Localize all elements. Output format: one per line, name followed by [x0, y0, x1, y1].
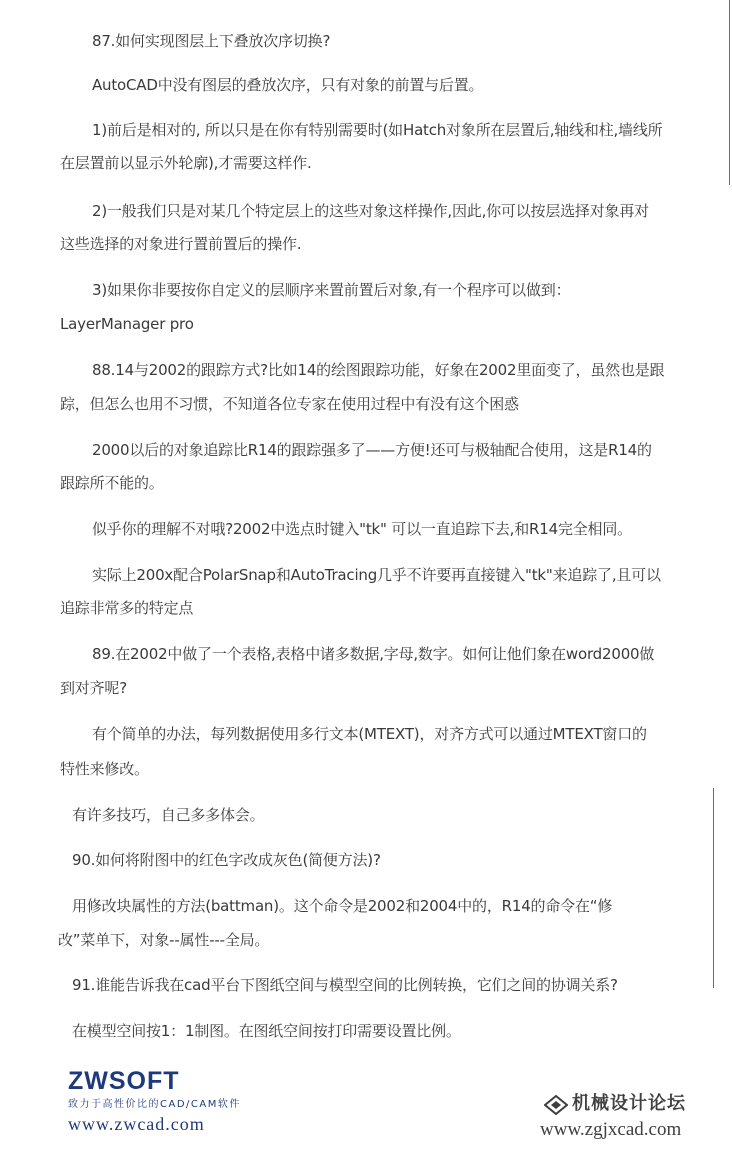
forum-watermark-url: www.zgjxcad.com: [540, 1119, 682, 1140]
q89-title: 89.在2002中做了一个表格,表格中诸多数据,字母,数字。如何让他们象在word2000做: [92, 645, 655, 663]
right-margin-rule-bottom: [713, 788, 714, 988]
paragraph-line: 跟踪所不能的。: [60, 474, 164, 492]
paragraph-line: 这些选择的对象进行置前置后的操作.: [60, 235, 302, 253]
forum-watermark-title: 机械设计论坛: [572, 1093, 686, 1114]
paragraph-line: 到对齐呢?: [60, 679, 127, 697]
paragraph-line: 有个简单的办法，每列数据使用多行文本(MTEXT)，对齐方式可以通过MTEXT窗口的: [92, 725, 647, 743]
q88-title: 88.14与2002的跟踪方式?比如14的绘图跟踪功能，好象在2002里面变了，虽然也是跟: [92, 361, 665, 379]
paragraph-line: LayerManager pro: [60, 315, 194, 333]
paragraph-line: 1)前后是相对的, 所以只是在你有特别需要时(如Hatch对象所在层置后,轴线和柱,墙线所: [92, 121, 663, 139]
zwsoft-tagline: 致力于高性价比的CAD/CAM软件: [68, 1099, 241, 1110]
paragraph-line: 3)如果你非要按你自定义的层顺序来置前置后对象,有一个程序可以做到：: [92, 281, 571, 299]
zwsoft-logo: ZWSOFT: [68, 1067, 180, 1095]
paragraph-line: 在模型空间按1：1制图。在图纸空间按打印需要设置比例。: [72, 1022, 461, 1040]
paragraph-line: 2000以后的对象追踪比R14的跟踪强多了——方便!还可与极轴配合使用，这是R14的: [92, 441, 652, 459]
paragraph-line: 追踪非常多的特定点: [60, 599, 194, 617]
paragraph-line: 特性来修改。: [60, 760, 149, 778]
paragraph-line: 实际上200x配合PolarSnap和AutoTracing几乎不许要再直接键入"tk"来追踪了,且可以: [92, 566, 661, 584]
paragraph-line: 改”菜单下，对象--属性---全局。: [58, 931, 270, 949]
paragraph-line: 踪，但怎么也用不习惯，不知道各位专家在使用过程中有没有这个困惑: [60, 395, 519, 413]
paragraph-line: 在层置前以显示外轮廓),才需要这样作.: [60, 154, 312, 172]
q91-title: 91.谁能告诉我在cad平台下图纸空间与模型空间的比例转换，它们之间的协调关系?: [72, 976, 618, 994]
paragraph-line: 用修改块属性的方法(battman)。这个命令是2002和2004中的，R14的命令在“修: [72, 897, 613, 915]
right-margin-rule-top: [729, 0, 730, 185]
paragraph-line: 似乎你的理解不对哦?2002中选点时键入"tk" 可以一直追踪下去,和R14完全相同。: [92, 520, 632, 538]
paragraph-line: 有许多技巧，自己多多体会。: [72, 806, 265, 824]
forum-logo-icon: [544, 1095, 568, 1119]
zwcad-url: www.zwcad.com: [68, 1114, 205, 1134]
paragraph-line: 2)一般我们只是对某几个特定层上的这些对象这样操作,因此,你可以按层选择对象再对: [92, 202, 649, 220]
paragraph-line: AutoCAD中没有图层的叠放次序，只有对象的前置与后置。: [92, 76, 484, 94]
q87-title: 87.如何实现图层上下叠放次序切换?: [92, 32, 331, 50]
q90-title: 90.如何将附图中的红色字改成灰色(简便方法)?: [72, 851, 381, 869]
